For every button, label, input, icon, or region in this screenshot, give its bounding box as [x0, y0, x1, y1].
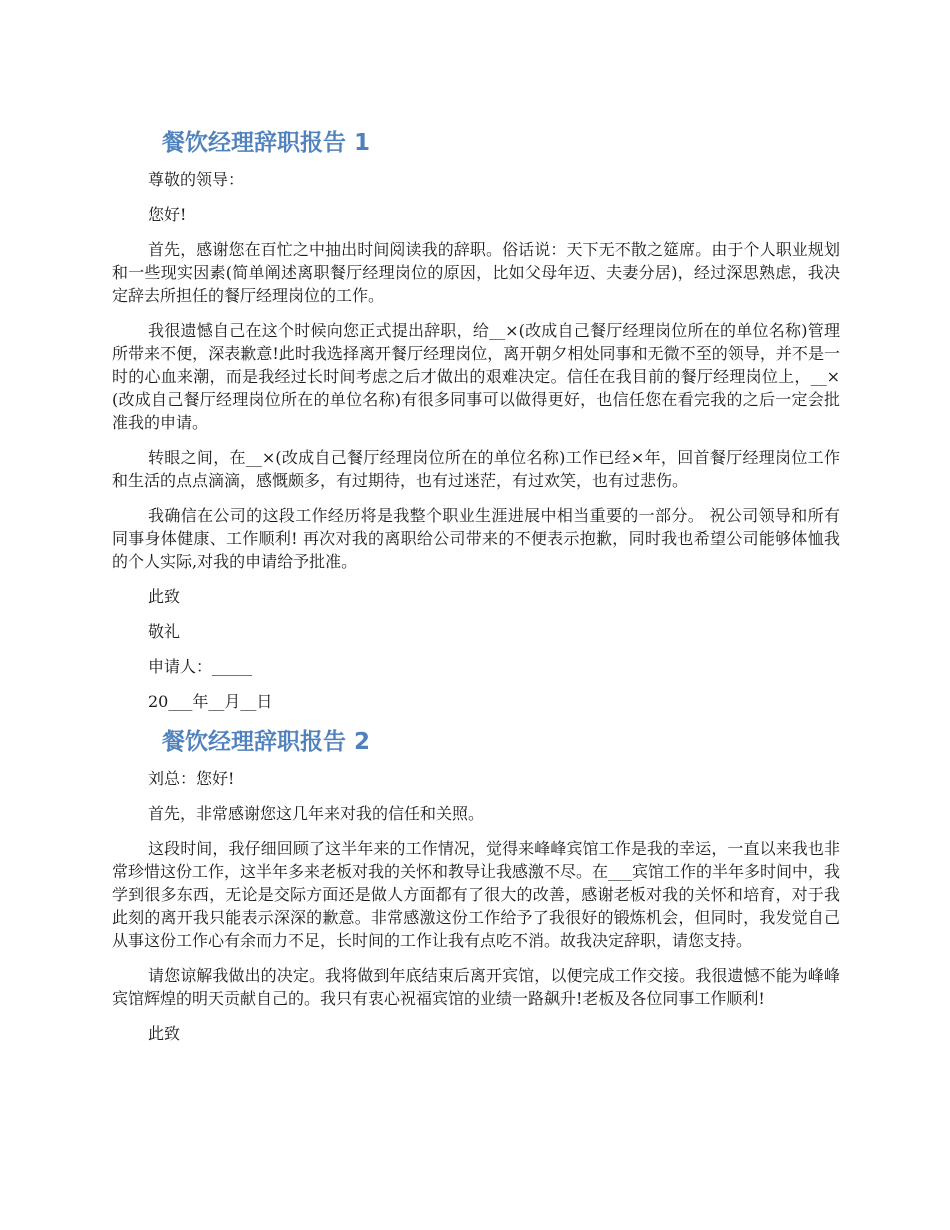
body-paragraph: 我确信在公司的这段工作经历将是我整个职业生涯进展中相当重要的一部分。 祝公司领导和所有同事身体健康、工作顺利! 再次对我的离职给公司带来的不便表示抱歉，同时我也希望公司能够体恤我的个人实际,对我的申请给予批准。 — [112, 506, 840, 571]
date-line: 20___年__月__日 — [148, 692, 273, 711]
section-title: 餐饮经理辞职报告 1 — [162, 130, 371, 156]
section-1 — [112, 126, 840, 713]
closing-regards: 敬礼 — [148, 622, 181, 641]
body-paragraph: 首先，感谢您在百忙之中抽出时间阅读我的辞职。俗话说：天下无不散之筵席。由于个人职业规划和一些现实因素(简单阐述离职餐厅经理岗位的原因，比如父母年迈、夫妻分居)，经过深思熟虑，我决定辞去所担任的餐厅经理岗位的工作。 — [112, 240, 840, 305]
applicant-line: 申请人：_____ — [148, 657, 253, 676]
body-paragraph: 请您谅解我做出的决定。我将做到年底结束后离开宾馆，以便完成工作交接。我很遗憾不能为峰峰宾馆辉煌的明天贡献自己的。我只有衷心祝福宾馆的业绩一路飙升!老板及各位同事工作顺利! — [112, 966, 840, 1008]
greeting: 您好! — [148, 205, 187, 224]
body-paragraph: 我很遗憾自己在这个时候向您正式提出辞职，给__×(改成自己餐厅经理岗位所在的单位名称)管理所带来不便，深表歉意!此时我选择离开餐厅经理岗位，离开朝夕相处同事和无微不至的领导，并不是一时的心血来潮，而是我经过长时间考虑之后才做出的艰难决定。信任在我目前的餐厅经理岗位上，__×(改成自己餐厅经理岗位所在的单位名称)有很多同事可以做得更好，也信任您在看完我的之后一定会批准我的申请。 — [112, 321, 840, 432]
salutation: 尊敬的领导： — [148, 170, 245, 189]
body-paragraph: 这段时间，我仔细回顾了这半年来的工作情况，觉得来峰峰宾馆工作是我的幸运，一直以来我也非常珍惜这份工作，这半年多来老板对我的关怀和教导让我感激不尽。在___宾馆工作的半年多时间中，我学到很多东西，无论是交际方面还是做人方面都有了很大的改善，感谢老板对我的关怀和培育，对于我此刻的离开我只能表示深深的歉意。非常感激这份工作给予了我很好的锻炼机会，但同时，我发觉自己从事这份工作心有余而力不足，长时间的工作让我有点吃不消。故我决定辞职，请您支持。 — [112, 839, 841, 950]
section-title: 餐饮经理辞职报告 2 — [162, 729, 371, 755]
body-paragraph: 转眼之间，在__×(改成自己餐厅经理岗位所在的单位名称)工作已经×年，回首餐厅经理岗位工作和生活的点点滴滴，感慨颇多，有过期待，也有过迷茫，有过欢笑，也有过悲伤。 — [112, 448, 840, 490]
section-2 — [112, 725, 840, 1045]
document-body — [112, 126, 840, 1057]
salutation: 刘总：您好! — [148, 769, 235, 788]
closing: 此致 — [148, 1024, 181, 1043]
closing: 此致 — [148, 587, 181, 606]
body-paragraph: 首先，非常感谢您这几年来对我的信任和关照。 — [148, 804, 485, 823]
